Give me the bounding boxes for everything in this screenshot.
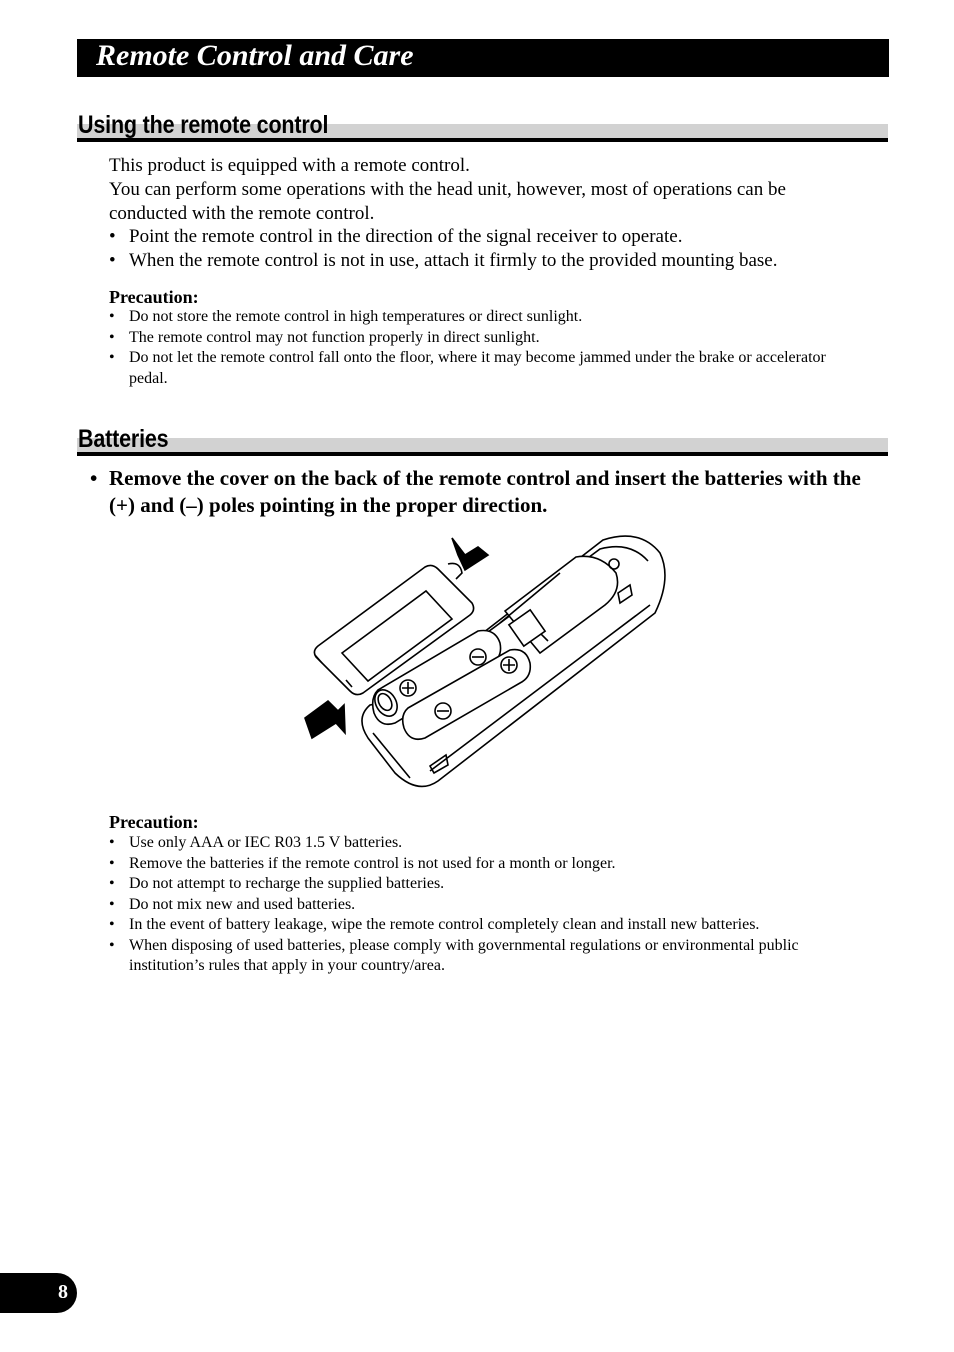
- section-title: Batteries: [78, 425, 169, 453]
- list-item: • Remove the batteries if the remote control is not used for a month or longer.: [109, 854, 844, 875]
- page-title: Remote Control and Care: [96, 39, 414, 72]
- intro-line-2: You can perform some operations with the head unit, however, most of operations can be conducted with the remote control.: [109, 179, 786, 224]
- bullet-dot: •: [90, 466, 98, 490]
- usage-bullet-list: [109, 225, 869, 273]
- section-title: Using the remote control: [78, 111, 329, 139]
- list-item: • Do not mix new and used batteries.: [109, 895, 844, 916]
- heading-rule: [77, 452, 888, 456]
- page-title-bar: [77, 39, 889, 77]
- intro-line-1: This product is equipped with a remote control.: [109, 155, 470, 176]
- list-item: • Use only AAA or IEC R03 1.5 V batteries.: [109, 833, 844, 854]
- remote-battery-illustration: [300, 533, 670, 791]
- list-item: • The remote control may not function properly in direct sunlight.: [109, 328, 849, 349]
- list-item: • When the remote control is not in use, attach it firmly to the provided mounting base.: [109, 249, 869, 273]
- battery-precaution-list: [109, 833, 844, 977]
- list-item: • Point the remote control in the direction of the signal receiver to operate.: [109, 225, 869, 249]
- precaution-list: [109, 307, 849, 389]
- list-item: • When disposing of used batteries, please comply with governmental regulations or environmental public institution’s rules that apply in your country/area.: [109, 936, 844, 977]
- list-item: • In the event of battery leakage, wipe the remote control completely clean and install new batteries.: [109, 915, 844, 936]
- page-number: 8: [58, 1281, 68, 1303]
- precaution-label: Precaution:: [109, 287, 199, 307]
- heading-band: [77, 438, 888, 452]
- page-number-tab: [0, 1273, 77, 1313]
- list-item: • Do not let the remote control fall onto the floor, where it may become jammed under the brake or accelerator pedal.: [109, 348, 849, 389]
- list-item: • Do not attempt to recharge the supplied batteries.: [109, 874, 844, 895]
- list-item: • Do not store the remote control in high temperatures or direct sunlight.: [109, 307, 849, 328]
- section-heading-batteries: [77, 425, 888, 456]
- section-heading-remote: [77, 111, 888, 142]
- precaution-label: Precaution:: [109, 812, 199, 832]
- instruction-text: Remove the cover on the back of the remote control and insert the batteries with the (+) and (–) poles pointing in the proper direction.: [109, 466, 861, 517]
